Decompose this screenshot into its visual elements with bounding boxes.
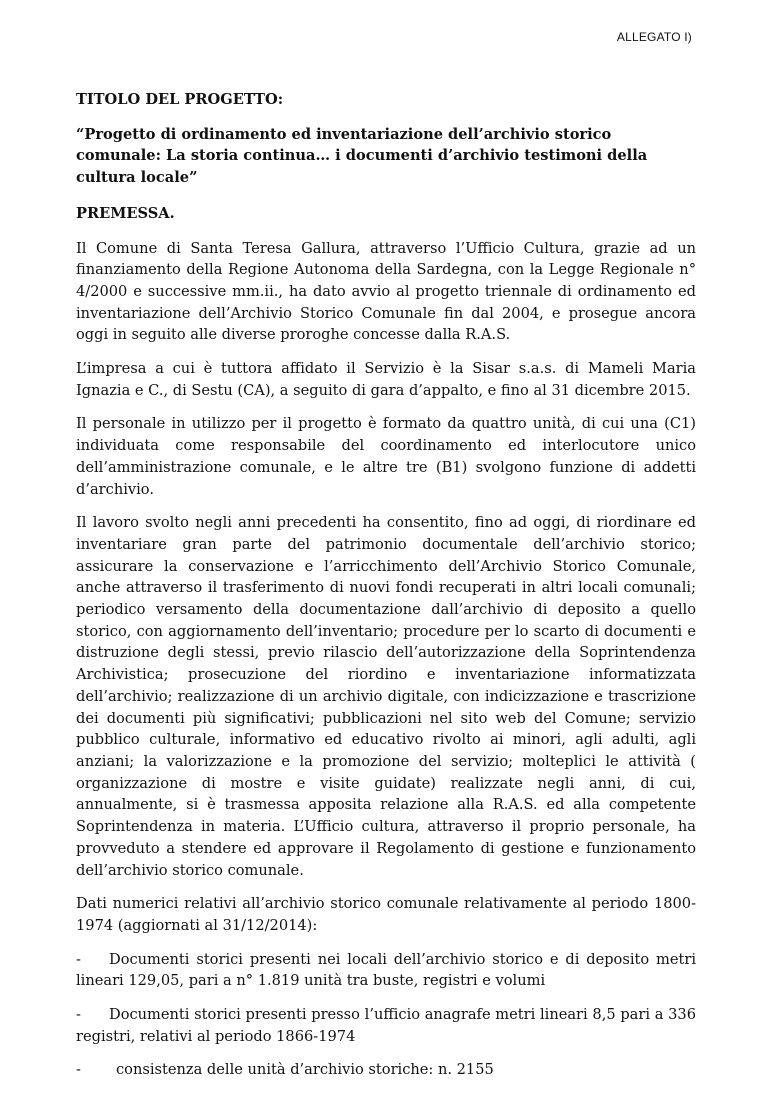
- list-dash: -: [76, 950, 81, 968]
- premise-label: PREMESSA.: [76, 204, 175, 222]
- list-item: [76, 949, 696, 992]
- list-dash: -: [76, 1061, 81, 1079]
- list-item-text: Documenti storici presenti presso l’ufficio anagrafe metri lineari 8,5 pari a 336 registri, relativi al periodo 1866-1974: [76, 1006, 696, 1045]
- list-item-text: Documenti storici presenti nei locali dell’archivio storico e di deposito metri lineari 129,05, pari a n° 1.819 unità tra buste, registri e volumi: [76, 950, 696, 990]
- document-body: [76, 89, 696, 1093]
- paragraph-numeric-data: Dati numerici relativi all’archivio storico comunale relativamente al periodo 1800-1974 (aggiornati al 31/12/2014):: [76, 895, 696, 934]
- paragraph-funding: Il Comune di Santa Teresa Gallura, attraverso l’Ufficio Cultura, grazie ad un finanziamento della Regione Autonoma della Sardegna, con la Legge Regionale n° 4/2000 e successive mm.ii., ha dato avvio al progetto triennale di ordinamento ed inventariazione dell’Archivio Storico Comunale fin dal 2004, e prosegue ancora oggi in seguito alle diverse proroghe concesse dalla R.A.S.: [76, 239, 696, 344]
- annex-label: ALLEGATO I): [616, 30, 692, 44]
- list-item-text: consistenza delle unità d’archivio storiche: n. 2155: [116, 1061, 494, 1079]
- list-item: [76, 1059, 696, 1081]
- paragraph-company: L’impresa a cui è tuttora affidato il Servizio è la Sisar s.a.s. di Mameli Maria Ignazia e C., di Sestu (CA), a seguito di gara d’appalto, e fino al 31 dicembre 2015.: [76, 360, 696, 399]
- list-dash: -: [76, 1006, 81, 1024]
- title-label: TITOLO DEL PROGETTO:: [76, 91, 284, 108]
- paragraph-work-done: Il lavoro svolto negli anni precedenti ha consentito, fino ad oggi, di riordinare ed inventariare gran parte del patrimonio documentale dell’archivio storico; assicurare la conservazione e l’arricchimento dell’Archivio Storico Comunale, anche attraverso il trasferimento di nuovi fondi recuperati in altri locali comunali; periodico versamento della documentazione dall’archivio di deposito a quello storico, con aggiornamento dell’inventario; procedure per lo scarto di documenti e distruzione degli stessi, previo rilascio dell’autorizzazione della Soprintendenza Archivistica; prosecuzione del riordino e inventariazione informatizzata dell’archivio; realizzazione di un archivio digitale, con indicizzazione e trascrizione dei documenti più significativi; pubblicazioni nel sito web del Comune; servizio pubblico culturale, informativo ed educativo rivolto ai minori, agli adulti, agli anziani; la valorizzazione e la promozione del servizio; molteplici le attività ( organizzazione di mostre e visite guidate) realizzate negli anni, di cui, annualmente, si è trasmessa apposita relazione alla R.A.S. ed alla competente Soprintendenza in materia. L’Ufficio cultura, attraverso il proprio personale, ha provveduto a stendere ed approvare il Regolamento di gestione e funzionamento dell’archivio storico comunale.: [76, 514, 696, 879]
- list-item: [76, 1004, 696, 1047]
- paragraph-staff: Il personale in utilizzo per il progetto è formato da quattro unità, di cui una (C1) individuata come responsabile del coordinamento ed interlocutore unico dell’amministrazione comunale, e le altre tre (B1) svolgono funzione di addetti d’archivio.: [76, 415, 696, 498]
- project-title: “Progetto di ordinamento ed inventariazione dell’archivio storico comunale: La storia continua… i documenti d’archivio testimoni della cultura locale”: [76, 125, 648, 187]
